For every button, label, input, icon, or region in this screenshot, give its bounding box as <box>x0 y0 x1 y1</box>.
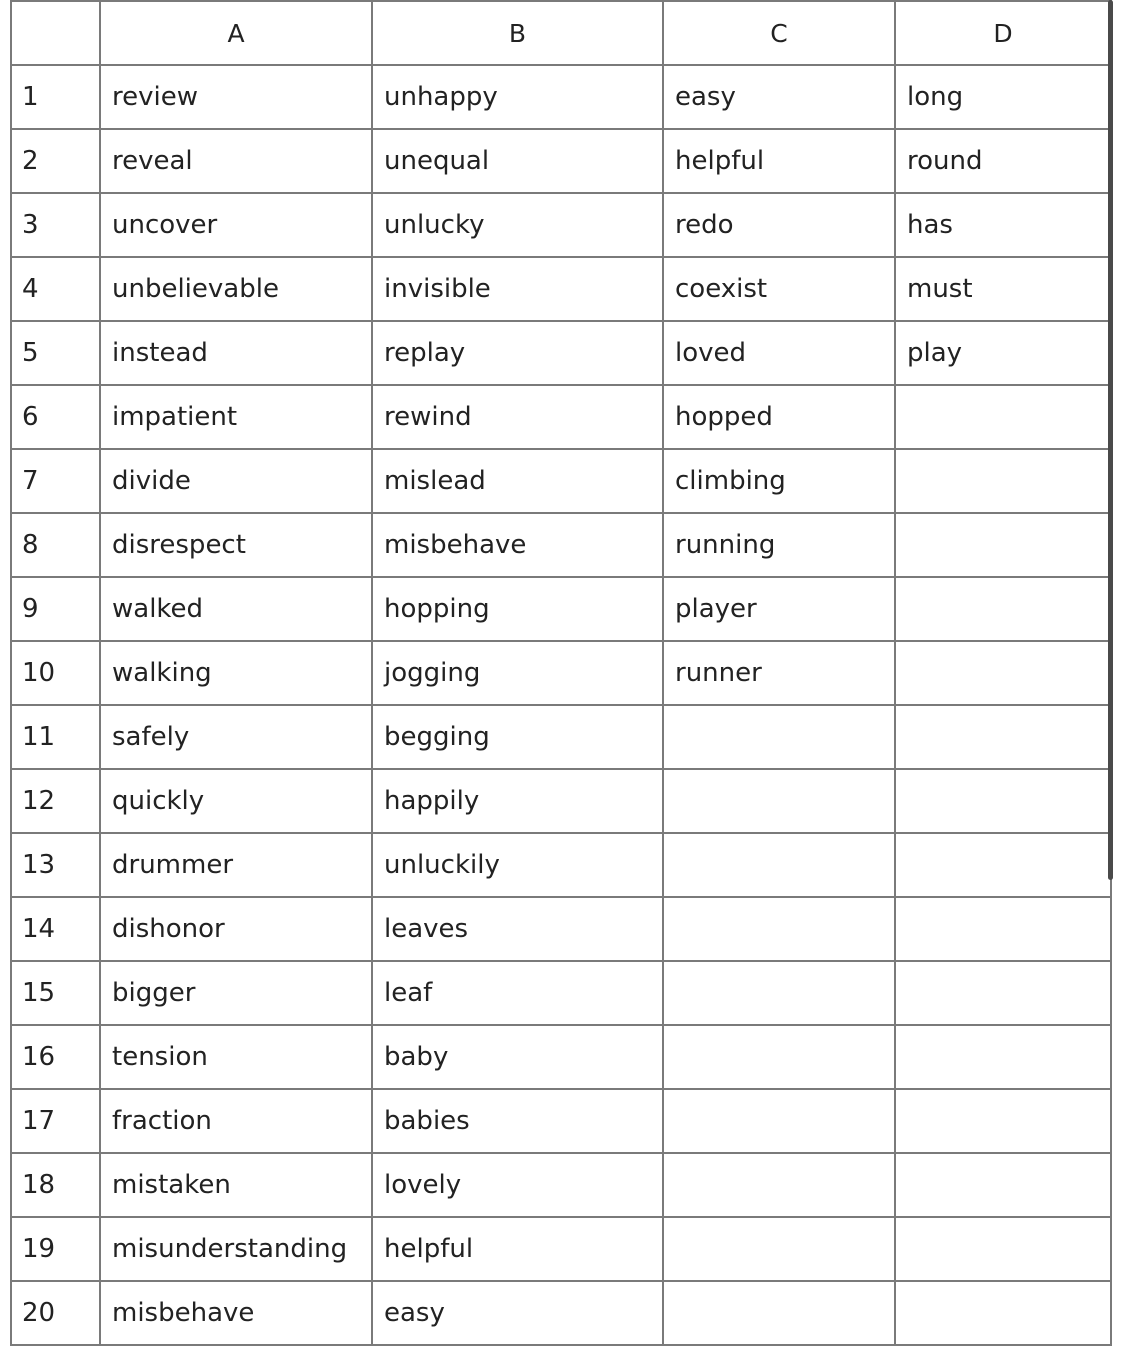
row-number[interactable]: 19 <box>11 1217 100 1281</box>
cell-b[interactable]: baby <box>372 1025 663 1089</box>
cell-a[interactable]: disrespect <box>100 513 372 577</box>
cell-b[interactable]: hopping <box>372 577 663 641</box>
cell-d[interactable] <box>895 1153 1111 1217</box>
cell-d[interactable] <box>895 513 1111 577</box>
cell-c[interactable] <box>663 961 895 1025</box>
row-number[interactable]: 15 <box>11 961 100 1025</box>
cell-c[interactable] <box>663 1025 895 1089</box>
cell-d[interactable]: long <box>895 65 1111 129</box>
cell-c[interactable]: redo <box>663 193 895 257</box>
word-table <box>10 0 1112 1346</box>
cell-c[interactable]: running <box>663 513 895 577</box>
cell-b[interactable]: unequal <box>372 129 663 193</box>
cell-b[interactable]: unluckily <box>372 833 663 897</box>
cell-c[interactable]: player <box>663 577 895 641</box>
cell-c[interactable] <box>663 1281 895 1345</box>
table-row <box>11 705 1111 769</box>
table-row <box>11 641 1111 705</box>
table-row <box>11 1281 1111 1345</box>
cell-c[interactable]: runner <box>663 641 895 705</box>
cell-b[interactable]: unlucky <box>372 193 663 257</box>
cell-d[interactable] <box>895 641 1111 705</box>
cell-c[interactable] <box>663 897 895 961</box>
table-row <box>11 193 1111 257</box>
cell-b[interactable]: begging <box>372 705 663 769</box>
cell-c[interactable]: loved <box>663 321 895 385</box>
table-row <box>11 257 1111 321</box>
cell-b[interactable]: helpful <box>372 1217 663 1281</box>
row-number[interactable]: 18 <box>11 1153 100 1217</box>
row-number[interactable]: 14 <box>11 897 100 961</box>
cell-b[interactable]: jogging <box>372 641 663 705</box>
cell-c[interactable] <box>663 1089 895 1153</box>
row-number[interactable]: 9 <box>11 577 100 641</box>
row-number[interactable]: 11 <box>11 705 100 769</box>
table-row <box>11 385 1111 449</box>
row-number[interactable]: 8 <box>11 513 100 577</box>
cell-a[interactable]: uncover <box>100 193 372 257</box>
cell-a[interactable]: misbehave <box>100 1281 372 1345</box>
cell-b[interactable]: unhappy <box>372 65 663 129</box>
cell-b[interactable]: misbehave <box>372 513 663 577</box>
cell-c[interactable]: easy <box>663 65 895 129</box>
cell-d[interactable] <box>895 1025 1111 1089</box>
cell-b[interactable]: leaves <box>372 897 663 961</box>
cell-a[interactable]: drummer <box>100 833 372 897</box>
cell-d[interactable] <box>895 577 1111 641</box>
cell-d[interactable] <box>895 897 1111 961</box>
cell-b[interactable]: mislead <box>372 449 663 513</box>
cell-a[interactable]: unbelievable <box>100 257 372 321</box>
table-row <box>11 897 1111 961</box>
cell-d[interactable] <box>895 449 1111 513</box>
cell-b[interactable]: invisible <box>372 257 663 321</box>
table-row <box>11 65 1111 129</box>
column-header-d[interactable]: D <box>895 1 1111 65</box>
cell-a[interactable]: fraction <box>100 1089 372 1153</box>
cell-d[interactable] <box>895 1281 1111 1345</box>
cell-d[interactable] <box>895 769 1111 833</box>
cell-d[interactable] <box>895 1217 1111 1281</box>
cell-d[interactable] <box>895 705 1111 769</box>
cell-c[interactable] <box>663 1153 895 1217</box>
table-row <box>11 769 1111 833</box>
table-row <box>11 577 1111 641</box>
cell-b[interactable]: babies <box>372 1089 663 1153</box>
cell-d[interactable]: must <box>895 257 1111 321</box>
cell-a[interactable]: dishonor <box>100 897 372 961</box>
spreadsheet <box>10 0 1112 1346</box>
cell-c[interactable] <box>663 769 895 833</box>
column-header-c[interactable]: C <box>663 1 895 65</box>
column-header-b[interactable]: B <box>372 1 663 65</box>
cell-c[interactable] <box>663 833 895 897</box>
cell-c[interactable]: helpful <box>663 129 895 193</box>
table-row <box>11 833 1111 897</box>
cell-c[interactable] <box>663 705 895 769</box>
cell-d[interactable]: play <box>895 321 1111 385</box>
cell-a[interactable]: walked <box>100 577 372 641</box>
cell-a[interactable]: review <box>100 65 372 129</box>
cell-b[interactable]: lovely <box>372 1153 663 1217</box>
row-number[interactable]: 13 <box>11 833 100 897</box>
cell-b[interactable]: rewind <box>372 385 663 449</box>
scrollbar-thumb[interactable] <box>1108 0 1113 880</box>
row-number[interactable]: 16 <box>11 1025 100 1089</box>
row-number[interactable]: 7 <box>11 449 100 513</box>
cell-d[interactable] <box>895 1089 1111 1153</box>
header-row <box>11 1 1111 65</box>
cell-a[interactable]: walking <box>100 641 372 705</box>
corner-cell[interactable] <box>11 1 100 65</box>
table-row <box>11 1025 1111 1089</box>
row-number[interactable]: 6 <box>11 385 100 449</box>
cell-d[interactable]: round <box>895 129 1111 193</box>
cell-a[interactable]: safely <box>100 705 372 769</box>
cell-a[interactable]: instead <box>100 321 372 385</box>
cell-b[interactable]: leaf <box>372 961 663 1025</box>
cell-d[interactable]: has <box>895 193 1111 257</box>
table-row <box>11 1217 1111 1281</box>
table-row <box>11 1089 1111 1153</box>
cell-c[interactable]: climbing <box>663 449 895 513</box>
table-row <box>11 961 1111 1025</box>
row-number[interactable]: 2 <box>11 129 100 193</box>
row-number[interactable]: 20 <box>11 1281 100 1345</box>
row-number[interactable]: 1 <box>11 65 100 129</box>
row-number[interactable]: 5 <box>11 321 100 385</box>
table-row <box>11 321 1111 385</box>
row-number[interactable]: 3 <box>11 193 100 257</box>
row-number[interactable]: 12 <box>11 769 100 833</box>
cell-a[interactable]: impatient <box>100 385 372 449</box>
row-number[interactable]: 17 <box>11 1089 100 1153</box>
cell-c[interactable]: hopped <box>663 385 895 449</box>
cell-a[interactable]: reveal <box>100 129 372 193</box>
cell-c[interactable] <box>663 1217 895 1281</box>
cell-d[interactable] <box>895 385 1111 449</box>
cell-a[interactable]: divide <box>100 449 372 513</box>
cell-a[interactable]: mistaken <box>100 1153 372 1217</box>
row-number[interactable]: 10 <box>11 641 100 705</box>
cell-a[interactable]: bigger <box>100 961 372 1025</box>
cell-c[interactable]: coexist <box>663 257 895 321</box>
table-row <box>11 513 1111 577</box>
cell-b[interactable]: easy <box>372 1281 663 1345</box>
cell-a[interactable]: tension <box>100 1025 372 1089</box>
table-row <box>11 129 1111 193</box>
cell-a[interactable]: misunderstanding <box>100 1217 372 1281</box>
table-body <box>11 65 1111 1345</box>
cell-d[interactable] <box>895 961 1111 1025</box>
cell-b[interactable]: replay <box>372 321 663 385</box>
column-header-a[interactable]: A <box>100 1 372 65</box>
cell-a[interactable]: quickly <box>100 769 372 833</box>
table-row <box>11 449 1111 513</box>
row-number[interactable]: 4 <box>11 257 100 321</box>
cell-b[interactable]: happily <box>372 769 663 833</box>
table-row <box>11 1153 1111 1217</box>
cell-d[interactable] <box>895 833 1111 897</box>
